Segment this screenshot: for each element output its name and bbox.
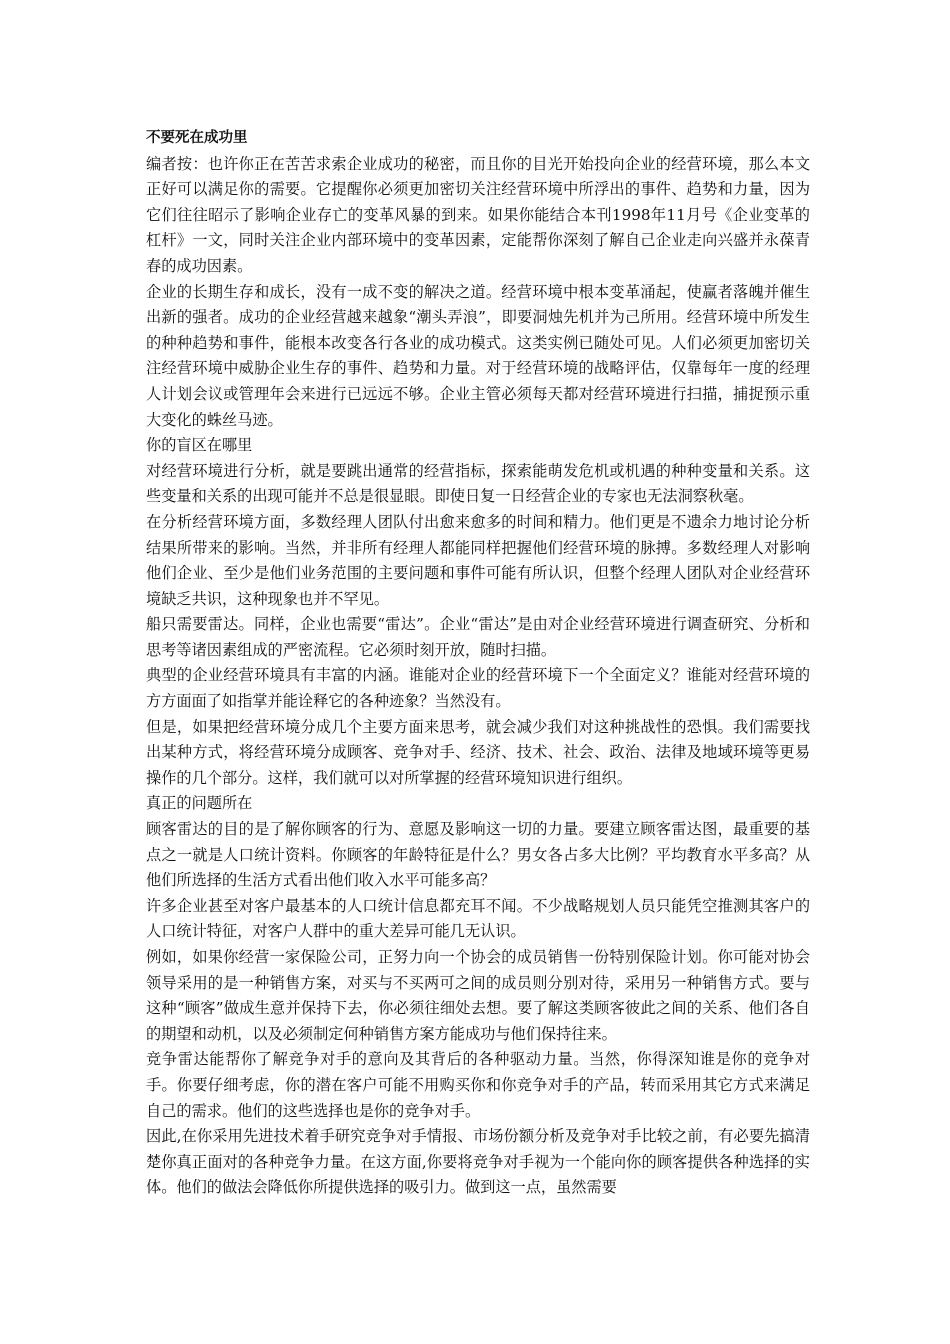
body-paragraph: 顾客雷达的目的是了解你顾客的行为、意愿及影响这一切的力量。要建立顾客雷达图，最重要的基点之一就是人口统计资料。你顾客的年龄特征是什么？男女各占多大比例？平均教育水平多高？从他们所选择的生活方式看出他们收入水平可能多高？ bbox=[146, 820, 810, 890]
body-paragraph: 企业的长期生存和成长，没有一成不变的解决之道。经营环境中根本变革涌起，使赢者落魄并催生出新的强者。成功的企业经营越来越象“潮头弄浪”，即要洞烛先机并为己所用。经营环境中所发生的种种趋势和事件，能根本改变各行各业的成功模式。这类实例已随处可见。人们必须更加密切关注经营环境中威胁企业生存的事件、趋势和力量。对于经营环境的战略评估，仅靠每年一度的经理人计划会议或管理年会来进行已远远不够。企业主管必须每天都对经营环境进行扫描，捕捉预示重大变化的蛛丝马迹。 bbox=[146, 282, 810, 429]
section-heading: 真正的问题所在 bbox=[146, 794, 253, 813]
body-paragraph: 但是，如果把经营环境分成几个主要方面来思考，就会减少我们对这种挑战性的恐惧。我们需要找出某种方式，将经营环境分成顾客、竞争对手、经济、技术、社会、政治、法律及地域环境等更易操作的几个部分。这样，我们就可以对所掌握的经营环境知识进行组织。 bbox=[146, 717, 810, 787]
body-paragraph: 船只需要雷达。同样，企业也需要“雷达”。企业“雷达”是由对企业经营环境进行调查研究、分析和思考等诸因素组成的严密流程。它必须时刻开放，随时扫描。 bbox=[146, 615, 810, 659]
body-paragraph: 对经营环境进行分析，就是要跳出通常的经营指标，探索能萌发危机或机遇的种种变量和关系。这些变量和关系的出现可能并不总是很显眼。即使日复一日经营企业的专家也无法洞察秋毫。 bbox=[146, 461, 810, 506]
document-body bbox=[146, 126, 810, 1201]
body-paragraph: 典型的企业经营环境具有丰富的内涵。谁能对企业的经营环境下一个全面定义？谁能对经营环境的方方面面了如指掌并能诠释它的各种迹象？当然没有。 bbox=[146, 666, 810, 711]
body-paragraph: 因此,在你采用先进技术着手研究竞争对手情报、市场份额分析及竞争对手比较之前，有必要先搞清楚你真正面对的各种竞争力量。在这方面,你要将竞争对手视为一个能向你的顾客提供各种选择的实体。他们的做法会降低你所提供选择的吸引力。做到这一点，虽然需要 bbox=[146, 1127, 810, 1197]
body-paragraph: 例如，如果你经营一家保险公司，正努力向一个协会的成员销售一份特别保险计划。你可能对协会领导采用的是一种销售方案，对买与不买两可之间的成员则分别对待，采用另一种销售方式。要与这种“顾客”做成生意并保持下去，你必须往细处去想。要了解这类顾客彼此之间的关系、他们各自的期望和动机，以及必须制定何种销售方案方能成功与他们保持往来。 bbox=[146, 948, 810, 1043]
body-paragraph: 竞争雷达能帮你了解竞争对手的意向及其背后的各种驱动力量。当然，你得深知谁是你的竞争对手。你要仔细考虑，你的潜在客户可能不用购买你和你竞争对手的产品，转而采用其它方式来满足自己的需求。他们的这些选择也是你的竞争对手。 bbox=[146, 1050, 810, 1120]
document-title: 不要死在成功里 bbox=[146, 130, 248, 146]
section-heading: 你的盲区在哪里 bbox=[146, 436, 253, 455]
body-paragraph: 许多企业甚至对客户最基本的人口统计信息都充耳不闻。不少战略规划人员只能凭空推测其客户的人口统计特征，对客户人群中的重大差异可能几无认识。 bbox=[146, 896, 810, 941]
editor-note-paragraph: 编者按：也许你正在苦苦求索企业成功的秘密，而且你的目光开始投向企业的经营环境，那么本文正好可以满足你的需要。它提醒你必须更加密切关注经营环境中所浮出的事件、趋势和力量，因为它们往往昭示了影响企业存亡的变革风暴的到来。如果你能结合本刊1998年11月号《企业变革的杠杆》一文，同时关注企业内部环境中的变革因素，定能帮你深刻了解自己企业走向兴盛并永葆青春的成功因素。 bbox=[146, 154, 810, 275]
body-paragraph: 在分析经营环境方面，多数经理人团队付出愈来愈多的时间和精力。他们更是不遗余力地讨论分析结果所带来的影响。当然，并非所有经理人都能同样把握他们经营环境的脉搏。多数经理人对影响他们企业、至少是他们业务范围的主要问题和事件可能有所认识，但整个经理人团队对企业经营环境缺乏共识，这种现象也并不罕见。 bbox=[146, 512, 810, 608]
